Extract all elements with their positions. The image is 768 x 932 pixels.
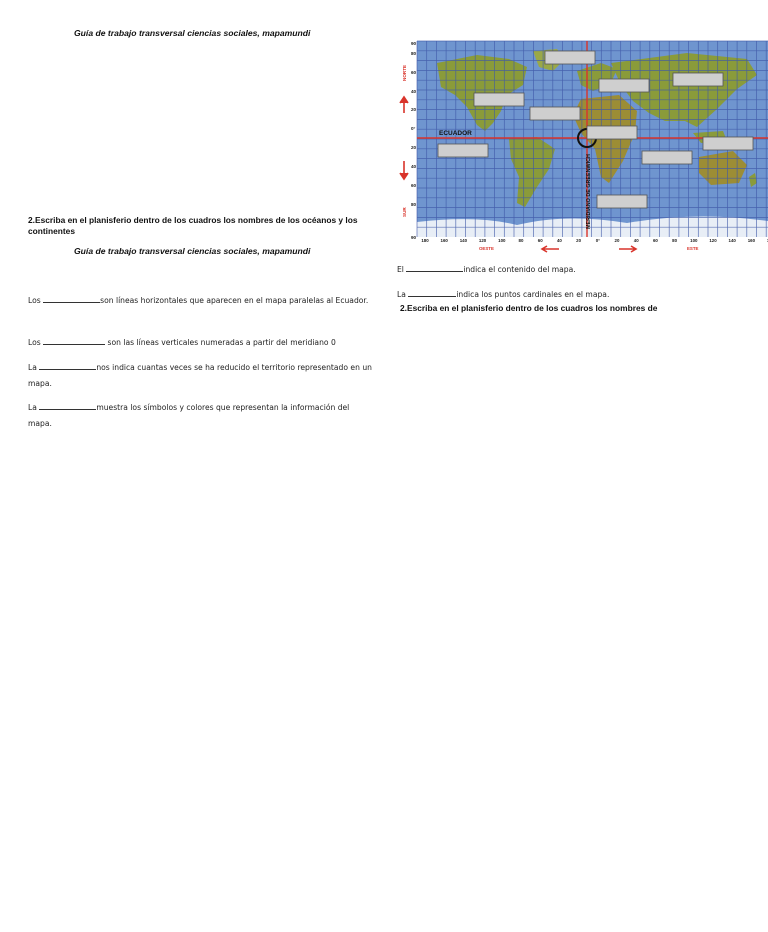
longitude-tick-label: 100 <box>498 238 506 243</box>
item-before: Los <box>28 296 44 305</box>
latitude-tick-label: 40 <box>411 164 417 169</box>
longitude-tick-label: 60 <box>537 238 543 243</box>
item-after: nos indica cuantas veces se ha reducido el territorio representado en un mapa. <box>28 363 372 388</box>
latitude-tick-label: 60 <box>411 183 417 188</box>
longitude-tick-label: 60 <box>652 238 658 243</box>
world-map-svg <box>397 37 768 253</box>
longitude-tick-label: 120 <box>709 238 717 243</box>
item-before: La <box>397 290 409 299</box>
page-title-top: Guía de trabajo transversal ciencias sociales, mapamundi <box>74 28 311 38</box>
page-title-bottom: Guía de trabajo transversal ciencias sociales, mapamundi <box>74 246 311 256</box>
instruction-left: 2.Escriba en el planisferio dentro de los cuadros los nombres de los océanos y los continentes <box>28 215 358 236</box>
longitude-tick-label: 100 <box>690 238 698 243</box>
question-titulo <box>397 262 757 278</box>
item-before: El <box>397 265 407 274</box>
answer-box-antarctica[interactable] <box>597 195 647 208</box>
answer-box-atlantic[interactable] <box>530 107 580 120</box>
world-map <box>397 37 768 253</box>
longitude-tick-label: 160 <box>747 238 756 243</box>
latitude-tick-label: 20 <box>411 107 417 112</box>
item-before: La <box>28 363 40 372</box>
longitude-tick-label: 160 <box>440 238 448 243</box>
antarctica-shape <box>417 216 768 237</box>
answer-box-pacific[interactable] <box>438 144 488 157</box>
arrow-up-icon <box>400 97 408 113</box>
answer-box-arctic[interactable] <box>545 51 595 64</box>
longitude-tick-label: 40 <box>633 238 639 243</box>
latitude-tick-label: 60 <box>411 70 417 75</box>
answer-box-oceania[interactable] <box>703 137 753 150</box>
longitude-tick-label: 40 <box>556 238 562 243</box>
latitude-tick-label: 80 <box>411 202 417 207</box>
latitude-tick-label: 40 <box>411 89 417 94</box>
answer-box-europe[interactable] <box>599 79 649 92</box>
longitude-tick-label: 140 <box>459 238 468 243</box>
answer-blank[interactable] <box>408 287 456 297</box>
answer-blank[interactable] <box>39 400 96 410</box>
item-before: La <box>28 403 40 412</box>
latitude-tick-label: 20 <box>411 145 417 150</box>
longitude-tick-label: 20 <box>576 238 582 243</box>
latitude-tick-label: 90 <box>411 41 417 46</box>
longitude-tick-label: 180 <box>421 238 429 243</box>
item-after: indica los puntos cardinales en el mapa. <box>456 290 610 299</box>
longitude-tick-label: 0° <box>595 238 600 243</box>
question-meridianos <box>28 335 373 351</box>
answer-blank[interactable] <box>43 335 105 345</box>
item-after: son las líneas verticales numeradas a partir del meridiano 0 <box>105 338 336 347</box>
answer-blank[interactable] <box>43 293 100 303</box>
ecuador-label: ECUADOR <box>439 130 472 137</box>
answer-box-asia[interactable] <box>673 73 723 86</box>
question-leyenda <box>28 400 373 432</box>
item-before: Los <box>28 338 44 347</box>
longitude-tick-label: 20 <box>614 238 620 243</box>
answer-box-indian[interactable] <box>642 151 692 164</box>
item-after: indica el contenido del mapa. <box>463 265 576 274</box>
greenwich-label: MERIDIANO DE GREENWICH <box>586 154 592 229</box>
latitude-tick-label: 80 <box>411 51 417 56</box>
instruction-right: 2.Escriba en el planisferio dentro de los cuadros los nombres de <box>400 303 658 313</box>
question-rosa-vientos <box>397 287 757 303</box>
este-label: ESTE <box>687 246 699 251</box>
longitude-tick-label: 80 <box>518 238 524 243</box>
arrow-down-icon <box>400 161 408 179</box>
norte-label: NORTE <box>402 64 407 81</box>
answer-blank[interactable] <box>406 262 463 272</box>
answer-box-africa[interactable] <box>587 126 637 139</box>
question-escala <box>28 360 373 392</box>
question-paralelos <box>28 293 373 309</box>
latitude-tick-label: 90 <box>411 235 417 240</box>
arrow-right-icon <box>619 246 636 252</box>
sur-label: SUR <box>402 207 407 217</box>
longitude-tick-label: 80 <box>672 238 678 243</box>
oeste-label: OESTE <box>479 246 494 251</box>
latitude-labels <box>411 41 417 240</box>
item-after: muestra los símbolos y colores que representan la información del mapa. <box>28 403 350 428</box>
arrow-left-icon <box>542 246 559 252</box>
longitude-tick-label: 120 <box>478 238 487 243</box>
longitude-tick-label: 140 <box>728 238 736 243</box>
latitude-tick-label: 0° <box>411 126 416 131</box>
answer-blank[interactable] <box>39 360 96 370</box>
answer-box-north-america[interactable] <box>474 93 524 106</box>
longitude-labels <box>421 238 768 243</box>
item-after: son líneas horizontales que aparecen en el mapa paralelas al Ecuador. <box>100 296 369 305</box>
